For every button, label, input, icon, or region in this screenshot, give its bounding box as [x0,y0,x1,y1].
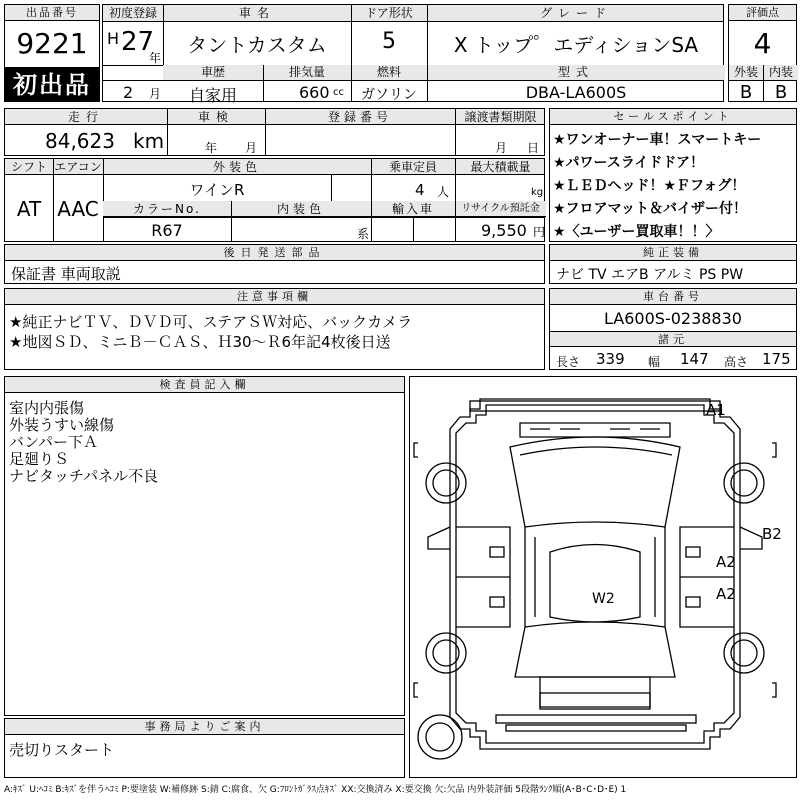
notes-label: 注意事項欄 [5,289,544,305]
notes-box [4,288,545,370]
header-block [4,4,797,105]
width-label: 幅 [648,355,661,369]
length: 339 [596,350,625,368]
color: ワインR [189,181,245,199]
load-unit: kg [531,187,544,198]
score: 4 [753,27,772,60]
legend: A:ｷｽﾞ U:ﾍｺﾐ B:ｷｽﾞを伴うﾍｺﾐ P:要塗装 W:補修跡 S:錆 C:腐食、欠 G:ﾌﾛﾝﾄｶﾞﾗｽ点ｷｽﾞ XX:交換済み X:要交換 欠:欠品 内外装評価 5段階ﾗﾝｸ順(A･B･C･D･E) 1 [4,785,627,795]
chassis-number: LA600S-0238830 [604,309,742,328]
first-reg-month: 2 [123,83,134,102]
fuel: ガソリン [361,87,417,103]
later-parts-value: 保証書 車両取説 [11,265,121,283]
inspector-label: 検査員記入欄 [5,377,404,393]
grade: X トップ゜エディションSA [453,33,699,57]
sales-point-item: ★パワースライドドア！ [553,155,705,171]
notes-line: ★地図ＳＤ、ミニＢ－ＣＡＳ、Ｈ30～Ｒ6年記4枚後日送 [9,333,391,351]
office-box [4,718,405,778]
capacity: 4 [415,181,425,199]
inspector-box [4,376,405,716]
sales-points-box [549,108,797,242]
score-label: 評価点 [729,5,796,21]
load-label: 最大積載量 [470,160,531,174]
month-unit: 月 [149,87,162,101]
recycle: 9,550 [481,221,527,240]
header-table [102,4,724,105]
inspector-line: ナビタッチパネル不良 [9,467,159,485]
damage-mark: A2 [716,553,736,571]
first-listing-badge: 初出品 [4,68,100,102]
damage-mark: B2 [762,525,782,543]
grade-label: グレード [539,6,612,20]
inspection-month-unit: 月 [245,141,258,155]
ac-label: エアコン [54,160,102,174]
color-no: R67 [151,221,183,240]
recycle-unit: 円 [533,225,546,239]
later-parts-label: 後日発送部品 [5,245,544,261]
height-label: 高さ [724,355,749,369]
mileage-label: 走行 [67,110,104,124]
inspector-line: バンパー下Ａ [9,433,98,451]
year-unit: 年 [149,51,162,65]
capacity-unit: 人 [437,185,450,199]
office-label: 事務局よりご案内 [5,719,404,735]
later-parts-box [4,244,545,284]
car-name-label: 車名 [238,6,275,20]
equipment-label: 純正装備 [550,245,796,261]
equipment-box [549,244,797,284]
width: 147 [680,350,709,368]
equipment-value: ナビ TV エアB アルミ PS PW [556,267,744,283]
damage-mark: A1 [706,401,726,419]
era: H [107,29,120,48]
interior-color-unit: 系 [357,227,370,241]
model: DBA-LA600S [525,83,627,102]
lot-box [4,4,100,68]
inspection-label: 車検 [197,110,234,124]
mileage-table [4,108,545,156]
ac: AAC [57,197,99,221]
interior-color-label: 内装色 [276,202,325,216]
car-name: タントカスタム [187,33,327,57]
mileage-unit: km [133,129,165,153]
sales-point-item: ★〈ユーザー買取車！！〉 [553,224,720,240]
inspector-line: 外装うすい線傷 [9,416,115,434]
sales-point-item: ★ＬＥＤヘッド！★Ｆフォグ！ [553,178,746,194]
sales-point-item: ★ワンオーナー車！スマートキー [553,132,762,148]
lot-number: 9221 [16,27,88,60]
capacity-label: 乗車定員 [388,160,437,174]
history: 自家用 [188,86,237,105]
sales-points-label: セールスポイント [550,109,796,125]
door-label: ドア形状 [365,6,413,20]
spec-label: 諸元 [550,331,796,347]
shift-label: シフト [10,160,47,174]
interior-grade: B [774,82,788,103]
displacement-unit: cc [333,87,344,98]
spec-table [4,158,545,242]
exterior-grade: B [739,82,753,103]
inspector-line: 室内内張傷 [9,399,85,417]
plate-label: 登録番号 [327,110,392,124]
color-label: 外装色 [212,160,261,174]
transfer-day-unit: 日 [527,141,540,155]
exterior-label: 外装 [729,65,763,80]
import-label: 輸入車 [391,202,434,216]
displacement-label: 排気量 [288,65,325,79]
car-diagram [410,377,795,776]
first-reg-label: 初度登録 [108,6,157,20]
car-diagram-box [409,376,797,778]
color-no-label: カラーNo. [133,202,201,216]
transfer-label: 譲渡書類期限 [464,110,537,124]
interior-label: 内装 [764,65,798,80]
transfer-month-unit: 月 [495,141,508,155]
inspector-line: 足廻りＳ [9,450,70,468]
chassis-label: 車台番号 [550,289,796,305]
mileage: 84,623 [45,129,115,153]
damage-mark: A2 [716,585,736,603]
office-value: 売切りスタート [9,741,115,759]
doors: 5 [382,29,396,54]
notes-line: ★純正ナビＴＶ、ＤＶＤ可、ステアＳＷ対応、バックカメラ [9,313,413,331]
shift: AT [16,197,42,221]
displacement: 660 [299,83,330,102]
damage-mark: W2 [592,591,615,607]
chassis-box [549,288,797,370]
recycle-label: リサイクル預託金 [461,203,540,214]
score-box [728,4,797,102]
first-reg-year: 27 [121,27,155,57]
history-label: 車歴 [200,65,225,79]
height: 175 [762,350,791,368]
model-label: 型式 [557,65,594,79]
sales-point-item: ★フロアマット＆バイザー付！ [553,201,747,217]
inspection-year-unit: 年 [205,141,218,155]
lot-label: 出品番号 [5,5,99,21]
fuel-label: 燃料 [376,65,401,79]
length-label: 長さ [556,355,581,369]
